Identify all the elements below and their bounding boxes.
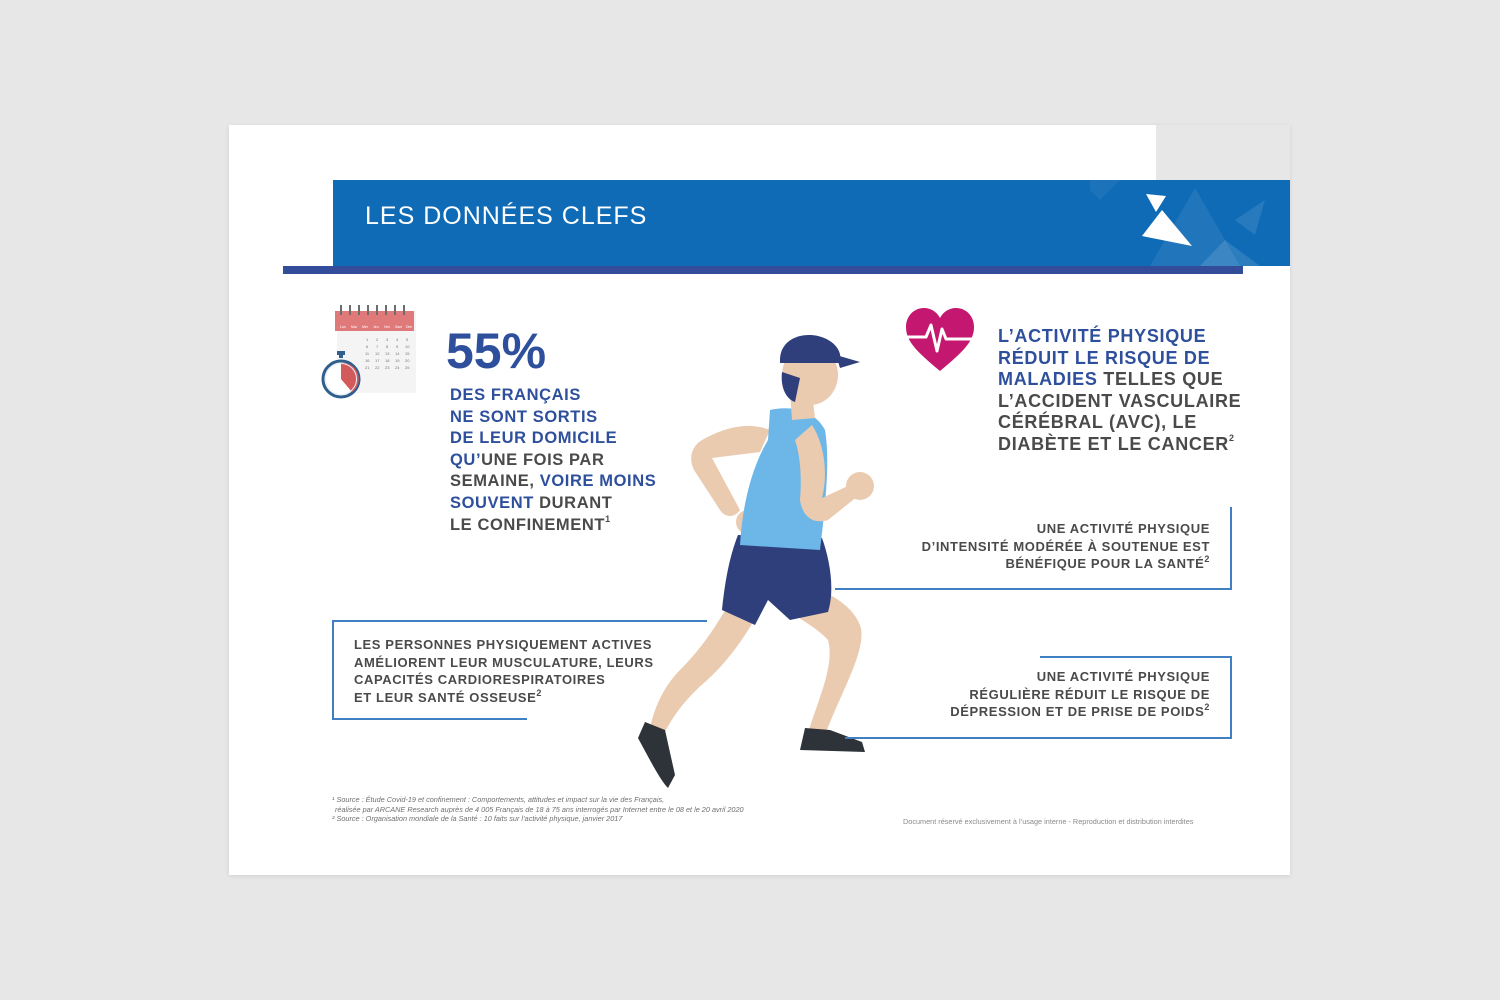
- svg-text:6: 6: [366, 344, 369, 349]
- svg-text:24: 24: [395, 365, 400, 370]
- callout-line-text: UNE ACTIVITÉ PHYSIQUE: [1036, 669, 1210, 684]
- callout-intensity: [900, 520, 1210, 573]
- callout-line-text: UNE ACTIVITÉ PHYSIQUE: [1036, 521, 1210, 536]
- svg-text:10: 10: [405, 344, 410, 349]
- stat-line: VOIRE MOINS: [539, 472, 657, 491]
- svg-text:4: 4: [396, 337, 399, 342]
- callout-line-text: AMÉLIORENT LEUR MUSCULATURE, LEURS: [354, 654, 654, 670]
- stat-line: DURANT: [533, 493, 613, 512]
- stat-line: DE LEUR DOMICILE: [450, 429, 618, 448]
- svg-text:11: 11: [365, 351, 370, 356]
- callout-depression: [920, 668, 1210, 721]
- calendar-day: Ven: [384, 325, 391, 329]
- callout-line-text: ET LEUR SANTÉ OSSEUSE: [354, 689, 537, 705]
- svg-text:17: 17: [375, 358, 380, 363]
- risk-line: DIABÈTE ET LE CANCER: [998, 433, 1230, 454]
- callout-line: [332, 620, 334, 720]
- legal-notice: Document réservé exclusivement à l’usage interne - Reproduction et distribution interdites: [903, 817, 1194, 826]
- callout-line: [332, 718, 527, 720]
- callout-line: [835, 588, 1232, 590]
- calendar-day: Dim: [406, 325, 413, 329]
- calendar-day: Mar: [351, 325, 358, 329]
- callout-line: [1040, 656, 1232, 658]
- footnote-ref: 2: [1229, 432, 1235, 443]
- calendar-day: Jeu: [373, 325, 379, 329]
- risk-line: TELLES QUE: [1097, 369, 1224, 389]
- callout-line-text: RÉGULIÈRE RÉDUIT LE RISQUE DE: [969, 686, 1210, 702]
- risk-line: CÉRÉBRAL (AVC), LE: [998, 412, 1197, 432]
- stat-line: LE CONFINEMENT: [450, 515, 606, 534]
- risk-line: L’ACCIDENT VASCULAIRE: [998, 390, 1242, 411]
- stat-line: DES FRANÇAIS: [450, 386, 581, 404]
- heart-pulse-icon: [904, 307, 976, 373]
- callout-line-text: LES PERSONNES PHYSIQUEMENT ACTIVES: [354, 637, 653, 652]
- callout-line-text: D’INTENSITÉ MODÉRÉE À SOUTENUE EST: [921, 538, 1210, 554]
- callout-line: [1230, 507, 1232, 589]
- risk-line: RÉDUIT LE RISQUE DE: [998, 347, 1211, 368]
- svg-text:14: 14: [395, 351, 400, 356]
- callout-muscles: [354, 636, 684, 706]
- footnote-ref: 2: [1204, 554, 1210, 564]
- svg-text:9: 9: [396, 344, 399, 349]
- svg-text:20: 20: [405, 358, 410, 363]
- svg-text:22: 22: [375, 365, 380, 370]
- svg-text:2: 2: [376, 337, 379, 342]
- callout-line: [1230, 656, 1232, 738]
- logo-triangles-icon: [1090, 180, 1290, 266]
- risk-statement: [998, 326, 1258, 455]
- footnote-ref: 2: [1204, 702, 1210, 712]
- svg-text:5: 5: [406, 337, 409, 342]
- footnote-ref: 2: [536, 687, 542, 698]
- stat-line: NE SONT SORTIS: [450, 407, 598, 426]
- stat-percentage: 55%: [446, 323, 547, 379]
- stat-description: [450, 385, 680, 536]
- svg-text:23: 23: [385, 365, 390, 370]
- svg-text:15: 15: [405, 351, 410, 356]
- stat-line: UNE FOIS PAR: [481, 450, 605, 469]
- risk-line: L’ACTIVITÉ PHYSIQUE: [998, 326, 1207, 346]
- header-banner: [333, 180, 1290, 266]
- callout-line-text: DÉPRESSION ET DE PRISE DE POIDS: [950, 704, 1205, 719]
- svg-text:25: 25: [405, 365, 410, 370]
- calendar-day: Mer: [362, 325, 369, 329]
- callout-line-text: BÉNÉFIQUE POUR LA SANTÉ: [1005, 556, 1205, 571]
- svg-text:7: 7: [376, 344, 379, 349]
- calendar-day: Sam: [395, 325, 403, 329]
- callout-line: [332, 620, 707, 622]
- calendar-stopwatch-icon: [320, 303, 420, 403]
- footnote-1-cont: réalisée par ARCANE Research auprès de 4 005 Français de 18 à 75 ans interrogés par Internet entre le 08 et le 20 avril 2020: [335, 804, 744, 814]
- svg-text:1: 1: [366, 337, 369, 342]
- svg-text:16: 16: [365, 358, 370, 363]
- svg-text:19: 19: [395, 358, 400, 363]
- footnote-2: ² Source : Organisation mondiale de la Santé : 10 faits sur l’activité physique, janvier 2017: [332, 814, 623, 823]
- page-title: LES DONNÉES CLEFS: [365, 202, 648, 230]
- footnote-ref: 1: [605, 513, 611, 524]
- svg-text:3: 3: [386, 337, 389, 342]
- stat-line: QU’: [450, 450, 482, 469]
- banner-underline: [283, 266, 1243, 274]
- callout-line-text: CAPACITÉS CARDIORESPIRATOIRES: [354, 672, 606, 687]
- footnote-1: ¹ Source : Étude Covid-19 et confinement : Comportements, attitudes et impact sur la vie des Français,: [332, 795, 665, 804]
- footnotes: [332, 795, 852, 824]
- page-notch: [1156, 125, 1290, 181]
- stat-line: SOUVENT: [450, 493, 534, 512]
- svg-text:8: 8: [386, 344, 389, 349]
- svg-text:12: 12: [375, 351, 380, 356]
- svg-text:21: 21: [365, 365, 370, 370]
- svg-text:13: 13: [385, 351, 390, 356]
- callout-line: [845, 737, 1232, 739]
- calendar-day: Lun: [340, 325, 346, 329]
- risk-line: MALADIES: [998, 369, 1098, 389]
- stat-line: SEMAINE,: [450, 472, 540, 491]
- svg-text:18: 18: [385, 358, 390, 363]
